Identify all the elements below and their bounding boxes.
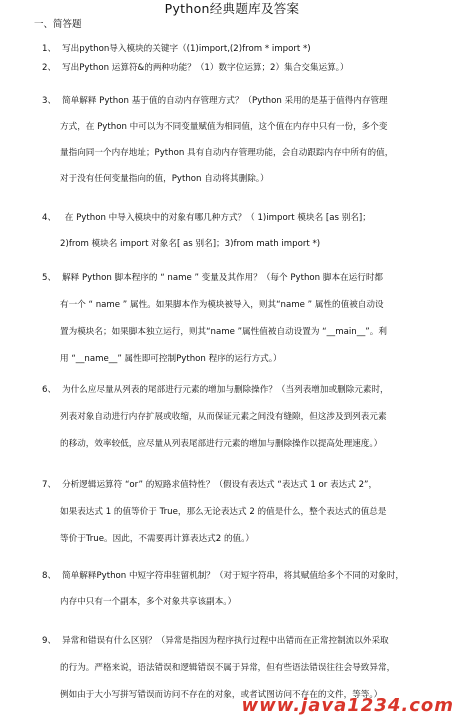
question-8 <box>42 563 434 615</box>
question-number: 1、 <box>42 44 57 54</box>
document-title: Python经典题库及答案 <box>164 1 300 16</box>
question-1 <box>42 39 434 60</box>
question-number: 7、 <box>42 480 57 490</box>
question-3 <box>42 88 434 192</box>
question-number: 8、 <box>42 571 57 581</box>
question-line: 对于没有任何变量指向的值，Python 自动将其删除。） <box>60 174 269 184</box>
watermark-logo: www.java1234.com <box>241 695 454 716</box>
question-7 <box>42 472 434 553</box>
question-line: 的行为。严格来说，语法错误和逻辑错误不属于异常，但有些语法错误往往会导致异常， <box>60 663 396 673</box>
question-2 <box>42 58 434 79</box>
question-line: 简单解释Python 中短字符串驻留机制？（对于短字符串，将其赋值给多个不同的对象时， <box>62 571 404 581</box>
question-line: 用 “__name__” 属性即可控制Python 程序的运行方式。） <box>60 354 282 364</box>
question-number: 6、 <box>42 385 57 395</box>
question-line: 简单解释 Python 基于值的自动内存管理方式？（Python 采用的是基于值得内存管理 <box>62 96 388 106</box>
question-line: 写出python导入模块的关键字（(1)import,(2)from * import *) <box>62 44 311 54</box>
question-line: 列表对象自动进行内存扩展或收缩，从而保证元素之间没有缝隙，但这涉及到列表元素 <box>60 412 387 422</box>
question-line: 解释 Python 脚本程序的 “ name ” 变量及其作用？（每个 Python 脚本在运行时都 <box>62 273 384 283</box>
question-6 <box>42 377 434 458</box>
question-5 <box>42 265 434 373</box>
question-number: 3、 <box>42 96 57 106</box>
question-line: 分析逻辑运算符 “or” 的短路求值特性？（假设有表达式 “表达式 1 or 表达式 2”， <box>62 480 378 490</box>
question-number: 5、 <box>42 273 57 283</box>
question-number: 9、 <box>42 636 57 646</box>
question-line: 内存中只有一个副本，多个对象共享该副本。） <box>60 597 237 607</box>
question-line: 写出Python 运算符&的两种功能？（1）数字位运算；2）集合交集运算。） <box>62 63 349 73</box>
question-line: 2)from 模块名 import 对象名[ as 别名]；3)from math import *) <box>60 239 321 249</box>
question-4 <box>42 205 434 257</box>
question-line: 为什么应尽量从列表的尾部进行元素的增加与删除操作？（当列表增加或删除元素时， <box>62 385 389 395</box>
question-line: 方式，在 Python 中可以为不同变量赋值为相同值，这个值在内存中只有一份，多个变 <box>60 122 388 132</box>
question-line: 如果表达式 1 的值等价于 True，那么无论表达式 2 的值是什么，整个表达式的值总是 <box>60 507 387 517</box>
section-heading: 一、简答题 <box>34 19 82 30</box>
question-line: 异常和错误有什么区别？（异常是指因为程序执行过程中出错而在正常控制流以外采取 <box>62 636 389 646</box>
question-line: 例如由于大小写拼写错误而访问不存在的对象，或者试图访问不存在的文件，等等。） <box>60 690 383 700</box>
question-line: 量指向同一个内存地址；Python 具有自动内存管理功能，会自动跟踪内存中所有的值， <box>60 148 394 158</box>
question-line: 置为模块名；如果脚本独立运行，则其“name ”属性值被自动设置为 “__main__”。利 <box>60 327 387 337</box>
question-line: 有一个 “ name ” 属性。如果脚本作为模块被导入，则其“name ” 属性的值被自动设 <box>60 300 384 310</box>
question-line: 在 Python 中导入模块中的对象有哪几种方式？（ 1)import 模块名 [as 别名]； <box>62 213 371 223</box>
question-line: 等价于True。因此，不需要再计算表达式2 的值。） <box>60 534 255 544</box>
question-number: 4、 <box>42 213 57 223</box>
question-line: 的移动，效率较低，应尽量从列表尾部进行元素的增加与删除操作以提高处理速度。） <box>60 439 383 449</box>
question-number: 2、 <box>42 63 57 73</box>
